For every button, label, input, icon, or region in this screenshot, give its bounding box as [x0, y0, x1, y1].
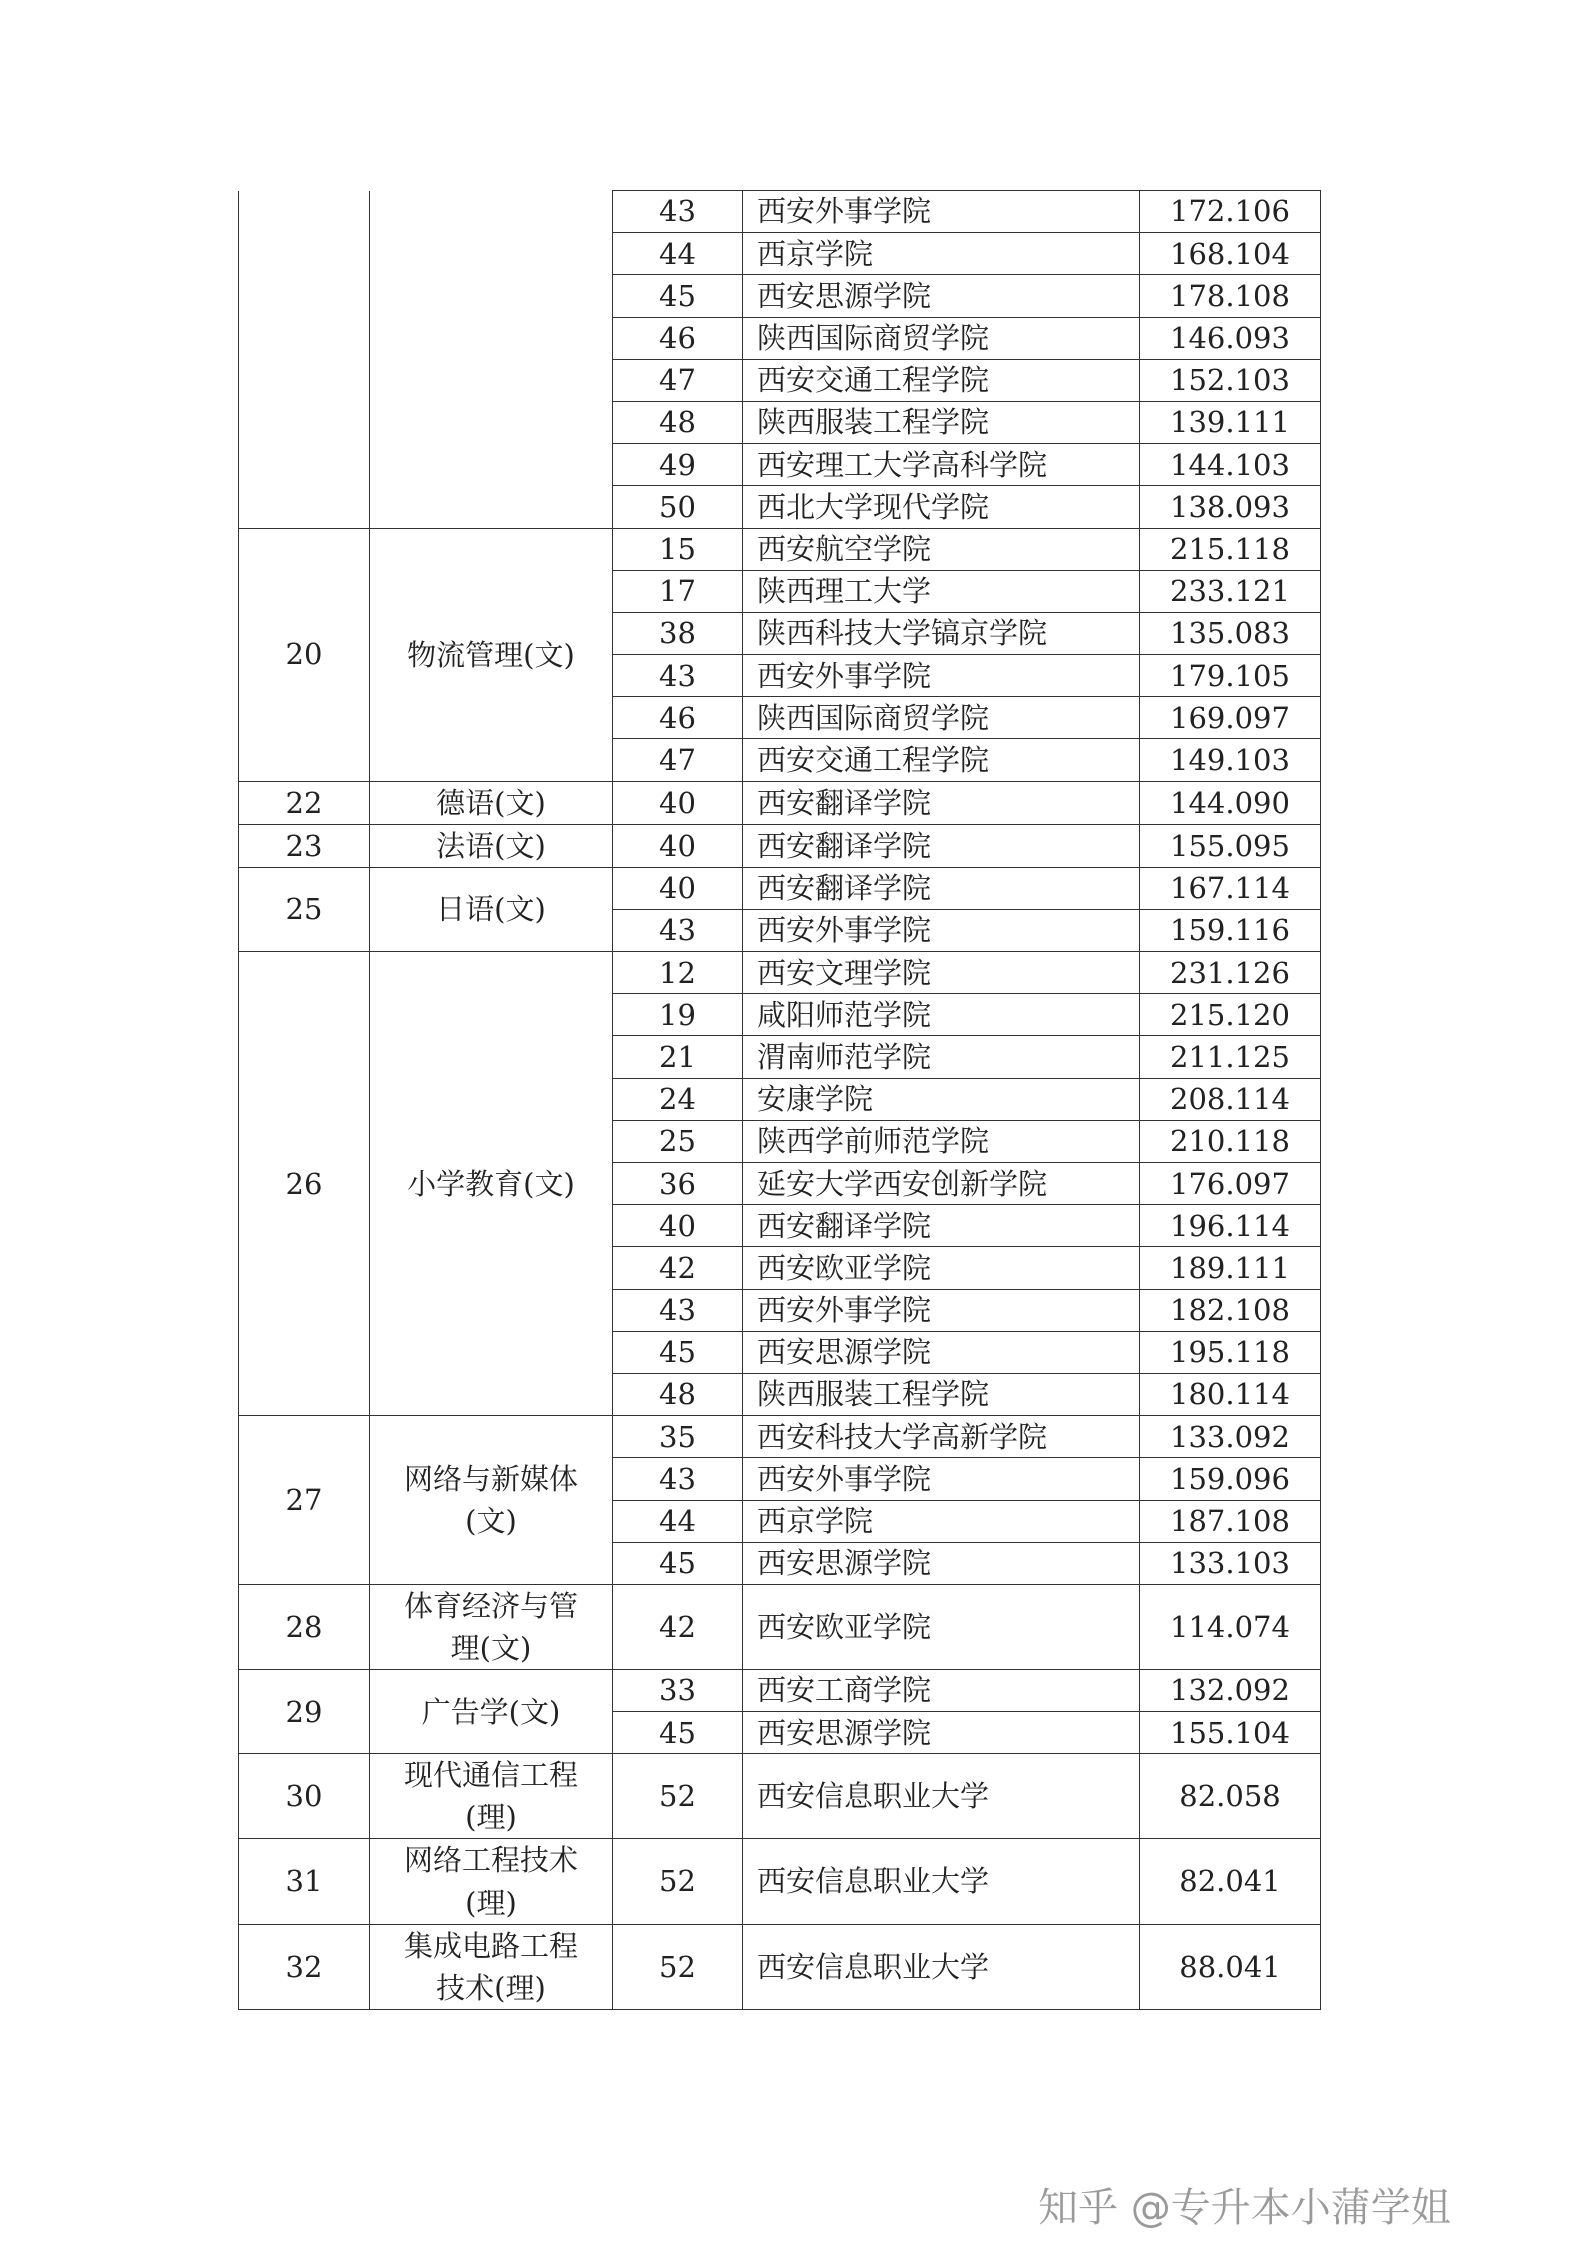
school-code-cell: 43 — [613, 655, 743, 697]
school-name-cell: 安康学院 — [743, 1078, 1140, 1120]
school-code-cell: 52 — [613, 1754, 743, 1839]
school-name-cell: 西安思源学院 — [743, 1542, 1140, 1584]
score-cell: 179.105 — [1140, 655, 1321, 697]
table-row — [239, 1924, 1321, 2009]
score-cell: 133.103 — [1140, 1542, 1321, 1584]
major-id-cell: 25 — [239, 867, 370, 951]
school-code-cell: 45 — [613, 1331, 743, 1373]
score-cell: 196.114 — [1140, 1205, 1321, 1247]
school-name-cell: 西安欧亚学院 — [743, 1247, 1140, 1289]
score-cell: 182.108 — [1140, 1289, 1321, 1331]
score-cell: 231.126 — [1140, 952, 1321, 994]
score-cell: 211.125 — [1140, 1036, 1321, 1078]
major-id-cell: 29 — [239, 1670, 370, 1754]
school-name-cell: 西安欧亚学院 — [743, 1584, 1140, 1669]
school-name-cell: 陕西服装工程学院 — [743, 401, 1140, 443]
school-name-cell: 陕西理工大学 — [743, 570, 1140, 612]
school-code-cell: 25 — [613, 1120, 743, 1162]
score-cell: 215.120 — [1140, 994, 1321, 1036]
major-name-cell: 日语(文) — [370, 867, 613, 951]
score-cell: 208.114 — [1140, 1078, 1321, 1120]
school-name-cell: 西安外事学院 — [743, 1289, 1140, 1331]
major-name-cell — [370, 191, 613, 529]
school-name-cell: 延安大学西安创新学院 — [743, 1163, 1140, 1205]
school-code-cell: 47 — [613, 359, 743, 401]
major-id-cell: 27 — [239, 1416, 370, 1585]
school-name-cell: 陕西国际商贸学院 — [743, 317, 1140, 359]
school-code-cell: 45 — [613, 275, 743, 317]
school-name-cell: 西安信息职业大学 — [743, 1839, 1140, 1924]
school-code-cell: 19 — [613, 994, 743, 1036]
table-row — [239, 1416, 1321, 1458]
school-code-cell: 40 — [613, 781, 743, 824]
school-name-cell: 西安交通工程学院 — [743, 739, 1140, 781]
school-code-cell: 47 — [613, 739, 743, 781]
school-code-cell: 50 — [613, 486, 743, 528]
score-cell: 233.121 — [1140, 570, 1321, 612]
school-code-cell: 44 — [613, 1500, 743, 1542]
score-cell: 132.092 — [1140, 1670, 1321, 1712]
score-cell: 187.108 — [1140, 1500, 1321, 1542]
table-row — [239, 1584, 1321, 1669]
school-code-cell: 40 — [613, 824, 743, 867]
score-cell: 210.118 — [1140, 1120, 1321, 1162]
school-code-cell: 45 — [613, 1712, 743, 1754]
major-id-cell: 23 — [239, 824, 370, 867]
school-code-cell: 43 — [613, 1458, 743, 1500]
major-id-cell: 26 — [239, 952, 370, 1416]
score-cell: 138.093 — [1140, 486, 1321, 528]
score-cell: 169.097 — [1140, 697, 1321, 739]
major-id-cell: 28 — [239, 1584, 370, 1669]
school-name-cell: 西安思源学院 — [743, 1331, 1140, 1373]
school-name-cell: 西安外事学院 — [743, 655, 1140, 697]
score-cell: 149.103 — [1140, 739, 1321, 781]
table-row — [239, 952, 1321, 994]
school-name-cell: 西安航空学院 — [743, 528, 1140, 570]
school-code-cell: 52 — [613, 1839, 743, 1924]
school-code-cell: 44 — [613, 233, 743, 275]
school-name-cell: 西安信息职业大学 — [743, 1754, 1140, 1839]
school-code-cell: 42 — [613, 1584, 743, 1669]
major-name-cell: 现代通信工程(理) — [370, 1754, 613, 1839]
school-code-cell: 48 — [613, 1373, 743, 1415]
score-cell: 178.108 — [1140, 275, 1321, 317]
school-code-cell: 35 — [613, 1416, 743, 1458]
school-code-cell: 48 — [613, 401, 743, 443]
score-cell: 168.104 — [1140, 233, 1321, 275]
score-cell: 155.104 — [1140, 1712, 1321, 1754]
school-code-cell: 12 — [613, 952, 743, 994]
major-id-cell: 30 — [239, 1754, 370, 1839]
school-name-cell: 西北大学现代学院 — [743, 486, 1140, 528]
score-cell: 180.114 — [1140, 1373, 1321, 1415]
school-code-cell: 46 — [613, 317, 743, 359]
school-name-cell: 渭南师范学院 — [743, 1036, 1140, 1078]
major-id-cell — [239, 191, 370, 529]
school-code-cell: 42 — [613, 1247, 743, 1289]
score-cell: 167.114 — [1140, 867, 1321, 909]
score-cell: 215.118 — [1140, 528, 1321, 570]
school-name-cell: 西安思源学院 — [743, 1712, 1140, 1754]
school-name-cell: 陕西服装工程学院 — [743, 1373, 1140, 1415]
school-name-cell: 西安翻译学院 — [743, 867, 1140, 909]
school-name-cell: 西安文理学院 — [743, 952, 1140, 994]
score-cell: 82.041 — [1140, 1839, 1321, 1924]
school-code-cell: 24 — [613, 1078, 743, 1120]
table-row — [239, 824, 1321, 867]
school-name-cell: 西安外事学院 — [743, 1458, 1140, 1500]
school-code-cell: 52 — [613, 1924, 743, 2009]
school-name-cell: 西安交通工程学院 — [743, 359, 1140, 401]
admission-score-table — [238, 190, 1321, 2010]
major-id-cell: 20 — [239, 528, 370, 781]
score-cell: 133.092 — [1140, 1416, 1321, 1458]
score-cell: 82.058 — [1140, 1754, 1321, 1839]
score-cell: 159.116 — [1140, 909, 1321, 951]
school-name-cell: 西安信息职业大学 — [743, 1924, 1140, 2009]
major-name-cell: 网络工程技术(理) — [370, 1839, 613, 1924]
school-name-cell: 西安理工大学高科学院 — [743, 444, 1140, 486]
score-cell: 88.041 — [1140, 1924, 1321, 2009]
score-cell: 172.106 — [1140, 191, 1321, 233]
school-name-cell: 西安翻译学院 — [743, 781, 1140, 824]
school-code-cell: 43 — [613, 909, 743, 951]
school-name-cell: 陕西科技大学镐京学院 — [743, 612, 1140, 654]
zhihu-watermark: 知乎 @专升本小蒲学姐 — [1038, 2185, 1451, 2231]
major-name-cell: 网络与新媒体(文) — [370, 1416, 613, 1585]
score-cell: 135.083 — [1140, 612, 1321, 654]
school-code-cell: 45 — [613, 1542, 743, 1584]
school-code-cell: 49 — [613, 444, 743, 486]
table-row — [239, 781, 1321, 824]
school-name-cell: 西安思源学院 — [743, 275, 1140, 317]
major-id-cell: 31 — [239, 1839, 370, 1924]
major-name-cell: 小学教育(文) — [370, 952, 613, 1416]
school-name-cell: 西安外事学院 — [743, 909, 1140, 951]
school-code-cell: 46 — [613, 697, 743, 739]
score-cell: 114.074 — [1140, 1584, 1321, 1669]
school-name-cell: 西安科技大学高新学院 — [743, 1416, 1140, 1458]
school-code-cell: 43 — [613, 1289, 743, 1331]
major-name-cell: 体育经济与管理(文) — [370, 1584, 613, 1669]
school-code-cell: 21 — [613, 1036, 743, 1078]
score-cell: 159.096 — [1140, 1458, 1321, 1500]
score-cell: 144.103 — [1140, 444, 1321, 486]
school-name-cell: 西安工商学院 — [743, 1670, 1140, 1712]
school-name-cell: 陕西国际商贸学院 — [743, 697, 1140, 739]
score-cell: 176.097 — [1140, 1163, 1321, 1205]
major-name-cell: 集成电路工程技术(理) — [370, 1924, 613, 2009]
school-code-cell: 36 — [613, 1163, 743, 1205]
table-row — [239, 1670, 1321, 1712]
school-name-cell: 西安翻译学院 — [743, 824, 1140, 867]
score-cell: 189.111 — [1140, 1247, 1321, 1289]
school-name-cell: 西安翻译学院 — [743, 1205, 1140, 1247]
school-code-cell: 40 — [613, 1205, 743, 1247]
school-code-cell: 43 — [613, 191, 743, 233]
score-cell: 144.090 — [1140, 781, 1321, 824]
school-name-cell: 陕西学前师范学院 — [743, 1120, 1140, 1162]
score-cell: 152.103 — [1140, 359, 1321, 401]
school-code-cell: 33 — [613, 1670, 743, 1712]
school-code-cell: 17 — [613, 570, 743, 612]
table-row — [239, 1754, 1321, 1839]
school-name-cell: 西京学院 — [743, 233, 1140, 275]
table-row — [239, 528, 1321, 570]
major-name-cell: 法语(文) — [370, 824, 613, 867]
major-name-cell: 物流管理(文) — [370, 528, 613, 781]
school-name-cell: 咸阳师范学院 — [743, 994, 1140, 1036]
school-code-cell: 40 — [613, 867, 743, 909]
score-cell: 155.095 — [1140, 824, 1321, 867]
score-cell: 146.093 — [1140, 317, 1321, 359]
score-cell: 139.111 — [1140, 401, 1321, 443]
table-row — [239, 867, 1321, 909]
major-id-cell: 32 — [239, 1924, 370, 2009]
school-code-cell: 15 — [613, 528, 743, 570]
table-row — [239, 191, 1321, 233]
major-name-cell: 德语(文) — [370, 781, 613, 824]
major-id-cell: 22 — [239, 781, 370, 824]
school-name-cell: 西京学院 — [743, 1500, 1140, 1542]
school-code-cell: 38 — [613, 612, 743, 654]
school-name-cell: 西安外事学院 — [743, 191, 1140, 233]
major-name-cell: 广告学(文) — [370, 1670, 613, 1754]
score-cell: 195.118 — [1140, 1331, 1321, 1373]
table-row — [239, 1839, 1321, 1924]
